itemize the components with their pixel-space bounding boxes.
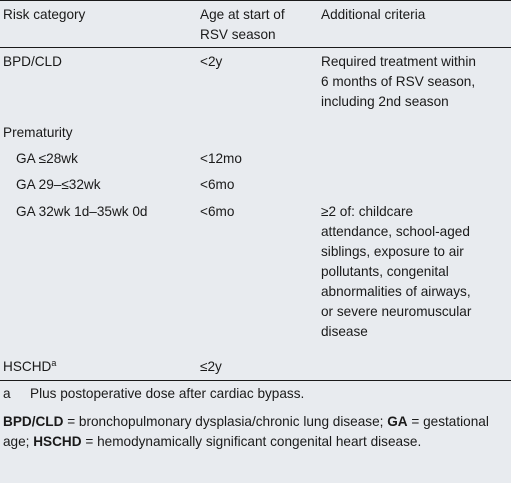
row-ga32-35-criteria-line: siblings, exposure to air [321,244,464,259]
row-ga32-35-age: <6mo [200,204,235,219]
footnote-text: Plus postoperative dose after cardiac bypass. [30,386,305,401]
bottom-rule [0,380,511,381]
row-ga32-35-criteria-line: attendance, school-aged [321,224,470,239]
header-additional-criteria: Additional criteria [321,7,426,22]
footnote-marker: a [3,386,11,401]
row-hschd-category [3,357,56,377]
abbrev-term: BPD/CLD [3,414,64,429]
row-bpd-criteria-line: including 2nd season [321,94,449,109]
header-rule [0,47,511,48]
abbrev-definition: = gestational age; [3,414,489,449]
abbrev-definition: = bronchopulmonary dysplasia/chronic lung disease; [63,414,388,429]
row-ga32-35-category: GA 32wk 1d–35wk 0d [16,204,148,219]
row-ga32-35-criteria-line: or severe neuromuscular [321,304,472,319]
header-age-line1: Age at start of [200,7,285,22]
row-ga32-35-criteria-line: disease [321,324,368,339]
header-risk-category: Risk category [3,7,86,22]
row-bpd-criteria-line: Required treatment within [321,54,476,69]
footnote-marker: a [51,358,57,368]
abbrev-definition: = hemodynamically significant congenital heart disease. [81,434,422,449]
abbrev-term: GA [387,414,408,429]
row-hschd-age: ≤2y [200,359,222,374]
row-bpd-category: BPD/CLD [3,54,62,69]
abbreviations-note [3,412,509,452]
top-rule [0,0,511,1]
header-age-line2: RSV season [200,27,276,42]
row-hschd-label: HSCHD [3,359,52,374]
row-ga32-35-criteria-line: ≥2 of: childcare [321,204,414,219]
row-ga32-35-criteria-line: pollutants, congenital [321,264,449,279]
row-ga28-age: <12mo [200,151,242,166]
row-ga32-35-criteria-line: abnormalities of airways, [321,284,471,299]
row-bpd-criteria-line: 6 months of RSV season, [321,74,476,89]
row-ga29-32-category: GA 29–≤32wk [16,177,101,192]
row-ga29-32-age: <6mo [200,177,235,192]
row-bpd-age: <2y [200,54,223,69]
abbrev-term: HSCHD [33,434,82,449]
row-prematurity-category: Prematurity [3,125,73,140]
row-ga28-category: GA ≤28wk [16,151,78,166]
